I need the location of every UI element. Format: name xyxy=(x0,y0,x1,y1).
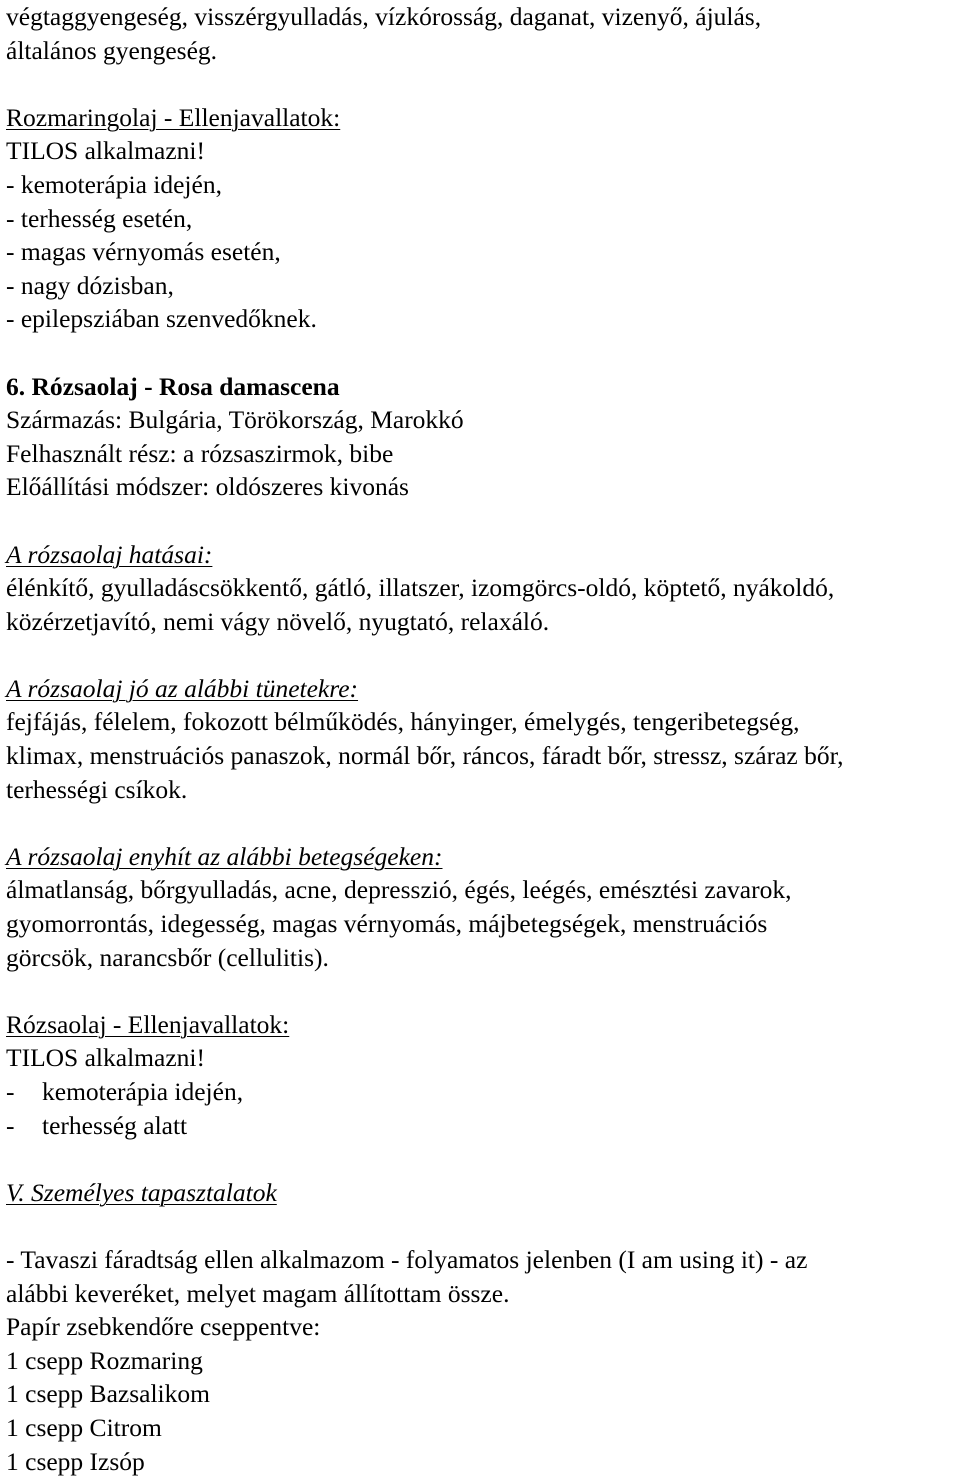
recipe-item: 1 csepp Izsóp xyxy=(6,1446,145,1476)
text-line: fejfájás, félelem, fokozott bélműködés, hányinger, émelygés, tengeribetegség, xyxy=(6,707,800,737)
text-line: görcsök, narancsbőr (cellulitis). xyxy=(6,942,329,972)
text-line: terhességi csíkok. xyxy=(6,774,188,804)
section-heading: Rozmaringolaj - Ellenjavallatok: xyxy=(6,102,341,132)
text-line: - Tavaszi fáradtság ellen alkalmazom - folyamatos jelenben (I am using it) - az xyxy=(6,1244,808,1274)
section-title: 6. Rózsaolaj - Rosa damascena xyxy=(6,371,340,401)
list-item xyxy=(6,1109,956,1143)
list-item xyxy=(6,1075,956,1109)
list-item: - epilepsziában szenvedőknek. xyxy=(6,304,317,334)
dash-marker: - xyxy=(6,1110,15,1140)
spacer xyxy=(6,67,956,101)
text-line: gyomorrontás, idegesség, magas vérnyomás, májbetegségek, menstruációs xyxy=(6,909,768,939)
spacer xyxy=(6,1142,956,1176)
recipe-item: 1 csepp Bazsalikom xyxy=(6,1379,210,1409)
spacer xyxy=(6,504,956,538)
text-line: alábbi keveréket, melyet magam állítottam össze. xyxy=(6,1278,510,1308)
personal-experience-section xyxy=(6,1176,956,1478)
part-used-text: Felhasznált rész: a rózsaszirmok, bibe xyxy=(6,438,394,468)
section-heading: V. Személyes tapasztalatok xyxy=(6,1177,277,1207)
method-text: Előállítási módszer: oldószeres kivonás xyxy=(6,472,409,502)
document-page xyxy=(6,0,956,1478)
list-item-text: kemoterápia idején, xyxy=(42,1077,244,1106)
diseases-block xyxy=(6,840,956,974)
recipe-item: 1 csepp Rozmaring xyxy=(6,1345,203,1375)
text-line: klimax, menstruációs panaszok, normál bőr, ráncos, fáradt bőr, stressz, száraz bőr, xyxy=(6,741,844,771)
text-line: általános gyengeség. xyxy=(6,35,218,65)
effects-heading: A rózsaolaj hatásai: xyxy=(6,539,213,569)
symptoms-block xyxy=(6,672,956,806)
warning-text: TILOS alkalmazni! xyxy=(6,136,205,166)
spacer xyxy=(6,974,956,1008)
rose-oil-section xyxy=(6,370,956,1143)
text-line: végtaggyengeség, visszérgyulladás, vízkórosság, daganat, vizenyő, ájulás, xyxy=(6,2,762,31)
spacer xyxy=(6,638,956,672)
spacer xyxy=(6,336,956,370)
rose-contraindications xyxy=(6,1008,956,1142)
origin-text: Származás: Bulgária, Törökország, Marokkó xyxy=(6,405,464,435)
rosemary-contraindications xyxy=(6,101,956,336)
list-item: - magas vérnyomás esetén, xyxy=(6,237,281,267)
section-heading: Rózsaolaj - Ellenjavallatok: xyxy=(6,1009,290,1039)
list-item: - nagy dózisban, xyxy=(6,270,174,300)
text-line: Papír zsebkendőre cseppentve: xyxy=(6,1312,321,1342)
text-line: élénkítő, gyulladáscsökkentő, gátló, illatszer, izomgörcs-oldó, köptető, nyákoldó, xyxy=(6,573,835,603)
list-item: - kemoterápia idején, xyxy=(6,169,222,199)
intro-paragraph xyxy=(6,0,956,67)
diseases-heading: A rózsaolaj enyhít az alábbi betegségeken: xyxy=(6,841,443,871)
text-line: közérzetjavító, nemi vágy növelő, nyugtató, relaxáló. xyxy=(6,606,550,636)
effects-block xyxy=(6,538,956,639)
spacer xyxy=(6,1209,956,1243)
spacer xyxy=(6,806,956,840)
recipe-item: 1 csepp Citrom xyxy=(6,1412,162,1442)
symptoms-heading: A rózsaolaj jó az alábbi tünetekre: xyxy=(6,673,359,703)
text-line: álmatlanság, bőrgyulladás, acne, depresszió, égés, leégés, emésztési zavarok, xyxy=(6,875,792,905)
dash-marker: - xyxy=(6,1077,15,1106)
list-item-text: terhesség alatt xyxy=(42,1110,188,1140)
warning-text: TILOS alkalmazni! xyxy=(6,1043,205,1073)
list-item: - terhesség esetén, xyxy=(6,203,193,233)
